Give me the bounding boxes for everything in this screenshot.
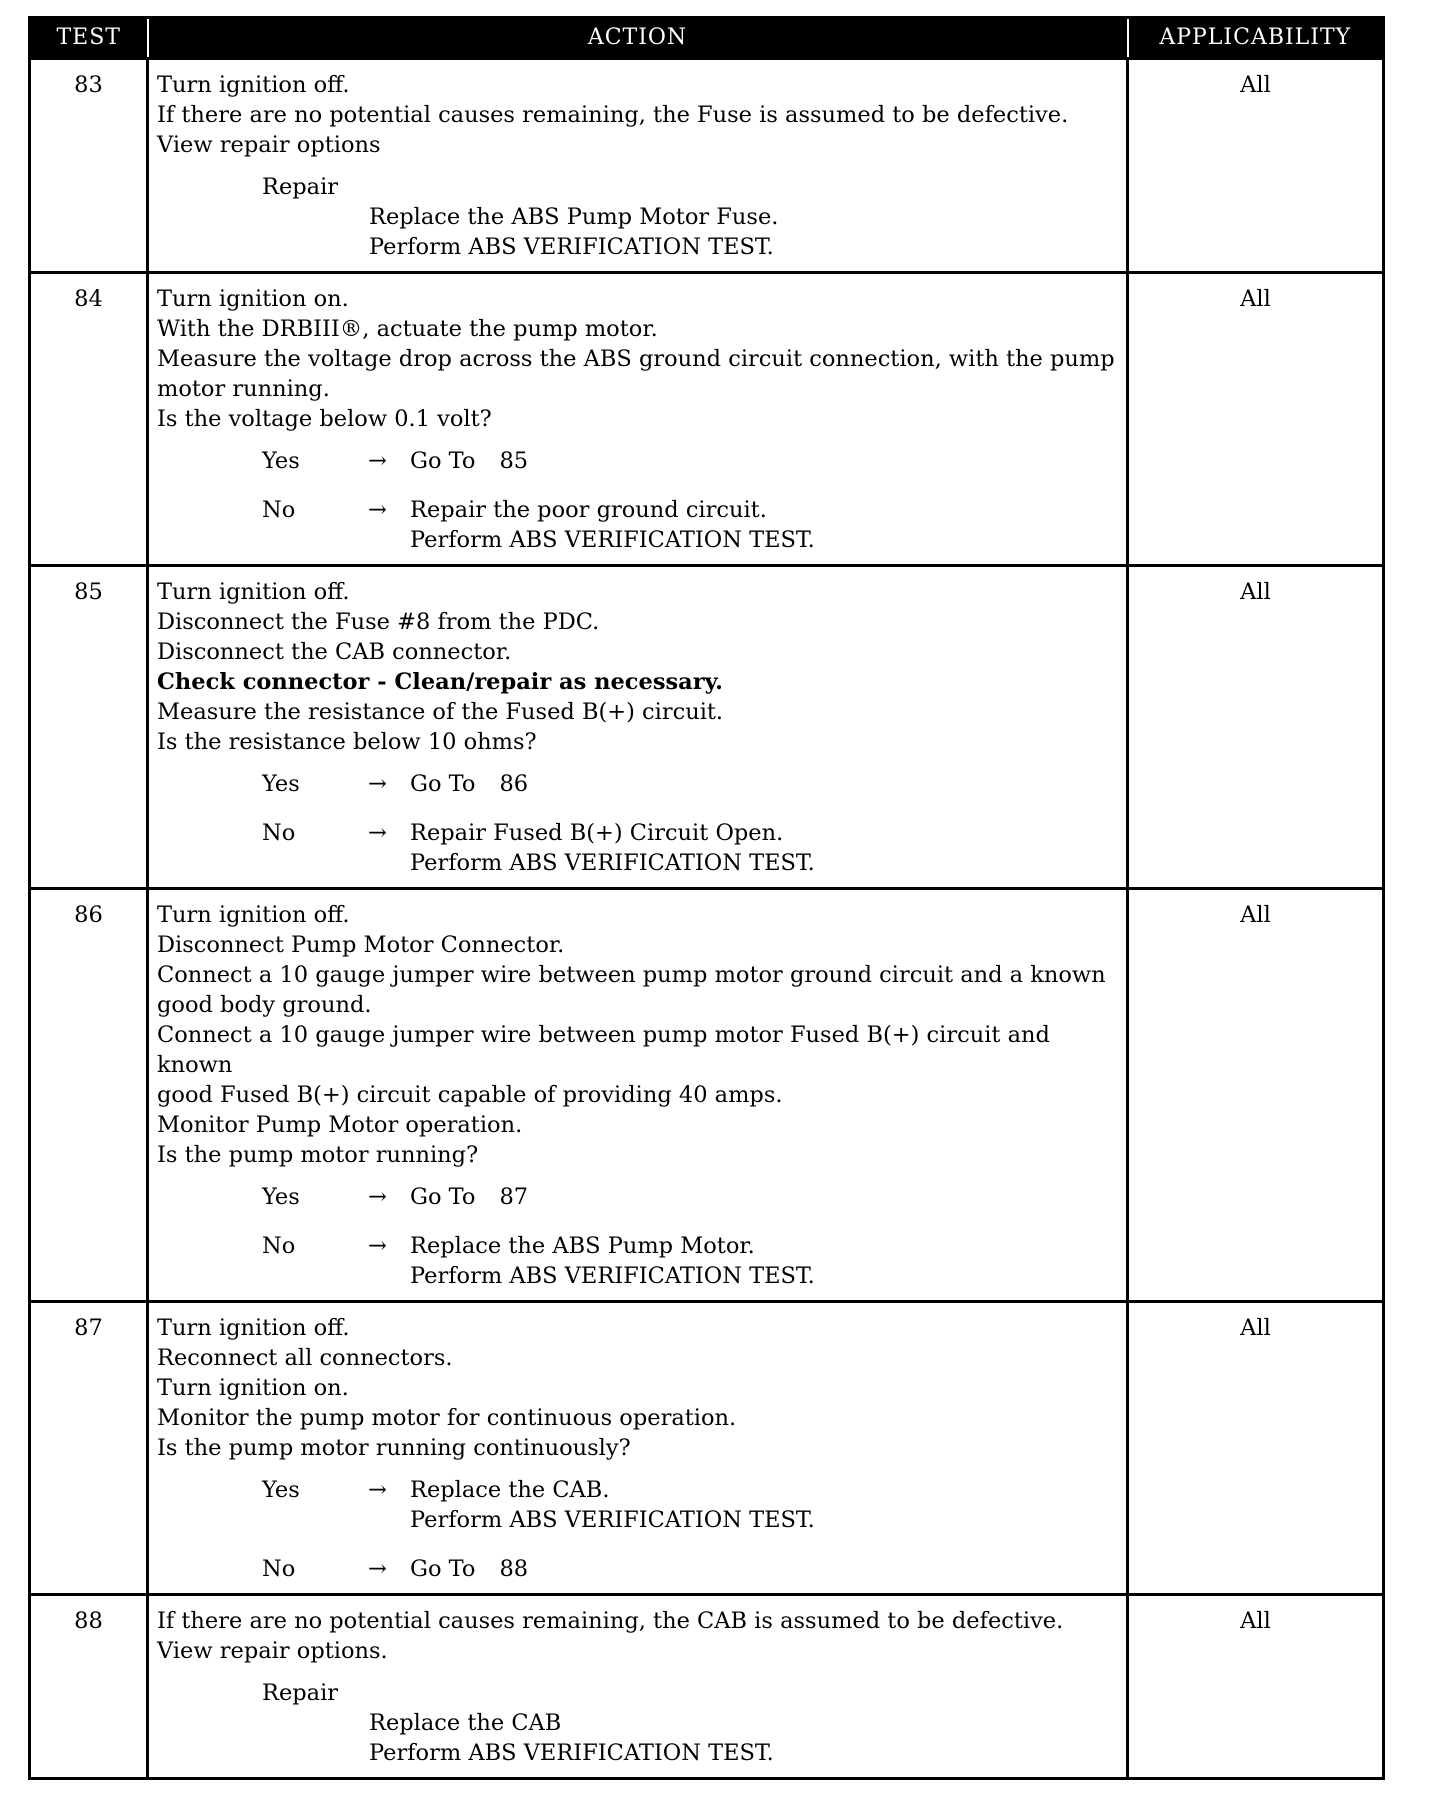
goto-test-number: 85 [499, 448, 529, 474]
header-test: TEST [30, 18, 148, 59]
result-label: Yes [262, 771, 300, 797]
goto-test-number: 87 [499, 1184, 529, 1210]
result-action-line: Perform ABS VERIFICATION TEST. [410, 527, 815, 553]
table-row [30, 1595, 1384, 1779]
applicability: All [1128, 889, 1384, 1302]
result-action [410, 495, 1120, 555]
action-step: Is the resistance below 10 ohms? [157, 729, 537, 755]
repair-step: Perform ABS VERIFICATION TEST. [369, 1740, 774, 1766]
result-option [157, 1554, 1120, 1584]
action-step: Monitor the pump motor for continuous operation. [157, 1405, 737, 1431]
arrow-icon: → [368, 1233, 387, 1259]
result-action [410, 1475, 1120, 1535]
arrow-icon: → [368, 1477, 387, 1503]
arrow-icon: → [368, 771, 387, 797]
action-step: Monitor Pump Motor operation. [157, 1112, 523, 1138]
result-label: No [262, 820, 296, 846]
action-step: Measure the resistance of the Fused B(+) circuit. [157, 699, 724, 725]
result-label: Yes [262, 1477, 300, 1503]
arrow-icon: → [368, 448, 387, 474]
action-step: Reconnect all connectors. [157, 1345, 453, 1371]
result-label: Yes [262, 1184, 300, 1210]
repair-step: Replace the CAB [369, 1710, 562, 1736]
result-action [410, 769, 1120, 799]
goto-text: Go To [410, 1556, 476, 1582]
arrow-icon: → [368, 1556, 387, 1582]
applicability: All [1128, 273, 1384, 566]
result-action [410, 818, 1120, 878]
result-action [410, 1182, 1120, 1212]
action-step: Turn ignition on. [157, 1375, 349, 1401]
result-action-line: Replace the ABS Pump Motor. [410, 1233, 755, 1259]
test-number: 83 [30, 59, 148, 273]
repair-options [157, 1678, 1120, 1768]
repair-step: Replace the ABS Pump Motor Fuse. [369, 204, 779, 230]
action-cell [148, 59, 1128, 273]
result-label: No [262, 497, 296, 523]
result-label: Yes [262, 448, 300, 474]
result-action-line: Perform ABS VERIFICATION TEST. [410, 1507, 815, 1533]
repair-label: Repair [262, 174, 339, 200]
action-step: Turn ignition off. [157, 72, 350, 98]
result-option [157, 446, 1120, 476]
result-option [157, 495, 1120, 555]
table-row [30, 273, 1384, 566]
result-label: No [262, 1556, 296, 1582]
result-action-line: Perform ABS VERIFICATION TEST. [410, 1263, 815, 1289]
action-step: If there are no potential causes remaining, the Fuse is assumed to be defective. [157, 102, 1069, 128]
result-option [157, 769, 1120, 799]
table-header [30, 18, 1384, 59]
result-action [410, 1554, 1120, 1584]
result-options [157, 1475, 1120, 1584]
applicability: All [1128, 1302, 1384, 1595]
test-number: 84 [30, 273, 148, 566]
result-action-line: Replace the CAB. [410, 1477, 610, 1503]
arrow-icon: → [368, 497, 387, 523]
action-step: View repair options. [157, 1638, 388, 1664]
result-action-line: Perform ABS VERIFICATION TEST. [410, 850, 815, 876]
action-step: If there are no potential causes remaining, the CAB is assumed to be defective. [157, 1608, 1064, 1634]
table-row [30, 1302, 1384, 1595]
action-step: Check connector - Clean/repair as necessary. [157, 669, 723, 695]
diagnostic-test-table [28, 16, 1385, 1780]
action-step: Disconnect the CAB connector. [157, 639, 512, 665]
result-label: No [262, 1233, 296, 1259]
table-body [30, 59, 1384, 1779]
result-option [157, 1475, 1120, 1535]
action-step: Turn ignition off. [157, 1315, 350, 1341]
result-action-line: Repair Fused B(+) Circuit Open. [410, 820, 784, 846]
arrow-icon: → [368, 820, 387, 846]
action-cell [148, 566, 1128, 889]
action-step: Disconnect the Fuse #8 from the PDC. [157, 609, 600, 635]
action-cell [148, 889, 1128, 1302]
test-number: 85 [30, 566, 148, 889]
goto-test-number: 88 [499, 1556, 529, 1582]
goto-text: Go To [410, 771, 476, 797]
repair-label: Repair [262, 1680, 339, 1706]
goto-text: Go To [410, 1184, 476, 1210]
action-step: Is the pump motor running? [157, 1142, 479, 1168]
action-step: Connect a 10 gauge jumper wire between pump motor ground circuit and a known [157, 962, 1106, 988]
action-step: Turn ignition off. [157, 579, 350, 605]
action-step: Is the pump motor running continuously? [157, 1435, 631, 1461]
repair-step: Perform ABS VERIFICATION TEST. [369, 234, 774, 260]
applicability: All [1128, 59, 1384, 273]
result-action [410, 1231, 1120, 1291]
action-cell [148, 273, 1128, 566]
test-number: 88 [30, 1595, 148, 1779]
applicability: All [1128, 1595, 1384, 1779]
result-options [157, 769, 1120, 878]
action-step: View repair options [157, 132, 381, 158]
action-step: Disconnect Pump Motor Connector. [157, 932, 565, 958]
action-cell [148, 1302, 1128, 1595]
applicability: All [1128, 566, 1384, 889]
result-options [157, 446, 1120, 555]
action-step: With the DRBIII®, actuate the pump motor. [157, 316, 658, 342]
test-number: 86 [30, 889, 148, 1302]
header-applicability: APPLICABILITY [1128, 18, 1384, 59]
action-step: Is the voltage below 0.1 volt? [157, 406, 492, 432]
result-option [157, 818, 1120, 878]
result-action-line: Repair the poor ground circuit. [410, 497, 767, 523]
action-step: Connect a 10 gauge jumper wire between pump motor Fused B(+) circuit and known [157, 1022, 1050, 1078]
action-step: Measure the voltage drop across the ABS ground circuit connection, with the pump [157, 346, 1115, 372]
result-option [157, 1182, 1120, 1212]
test-number: 87 [30, 1302, 148, 1595]
action-cell [148, 1595, 1128, 1779]
arrow-icon: → [368, 1184, 387, 1210]
goto-text: Go To [410, 448, 476, 474]
result-options [157, 1182, 1120, 1291]
result-action [410, 446, 1120, 476]
result-option [157, 1231, 1120, 1291]
diagnostic-test-sheet [28, 16, 1382, 1780]
header-action: ACTION [148, 18, 1128, 59]
action-step: good Fused B(+) circuit capable of providing 40 amps. [157, 1082, 783, 1108]
action-step: good body ground. [157, 992, 372, 1018]
goto-test-number: 86 [499, 771, 529, 797]
action-step: motor running. [157, 376, 330, 402]
action-step: Turn ignition on. [157, 286, 349, 312]
table-row [30, 889, 1384, 1302]
table-row [30, 566, 1384, 889]
table-row [30, 59, 1384, 273]
action-step: Turn ignition off. [157, 902, 350, 928]
repair-options [157, 172, 1120, 262]
